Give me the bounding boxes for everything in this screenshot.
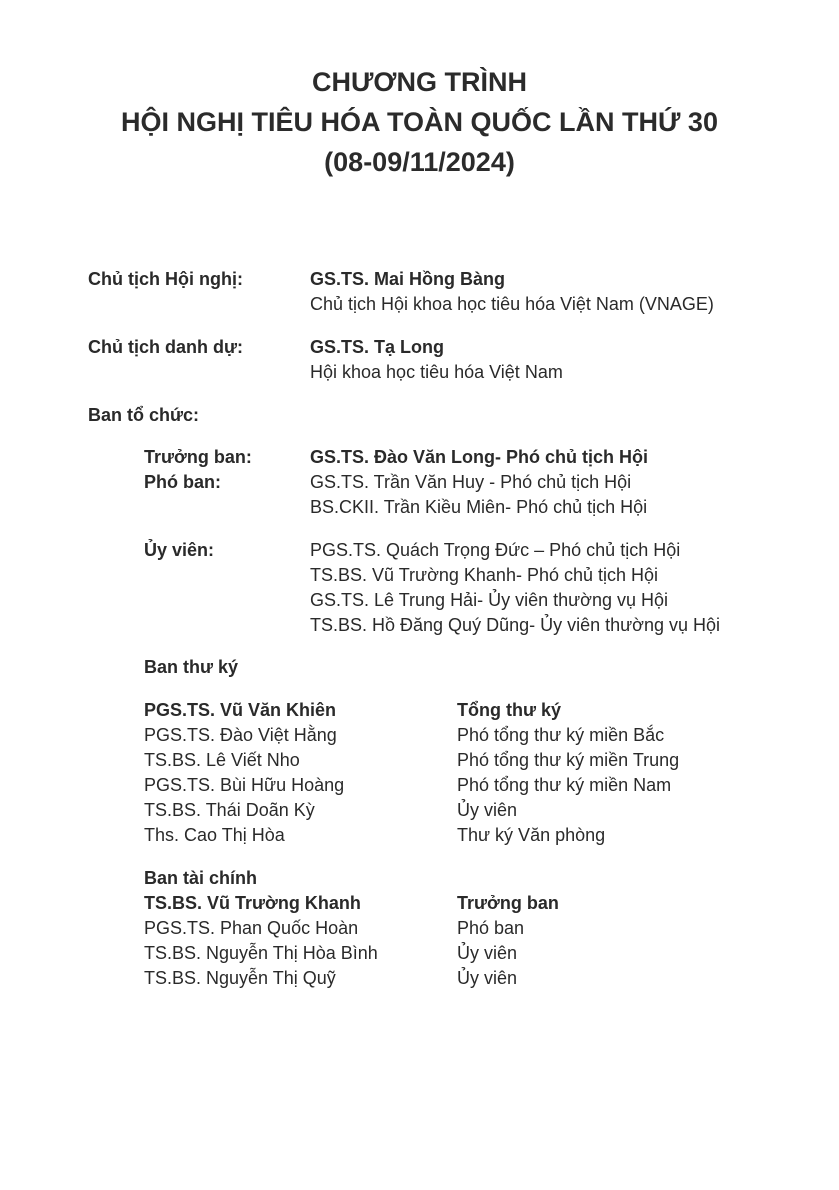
secretariat-role: Phó tổng thư ký miền Nam xyxy=(457,775,672,795)
finance-role: Ủy viên xyxy=(457,968,518,988)
organizing-member: GS.TS. Lê Trung Hải- Ủy viên thường vụ Hội xyxy=(310,590,668,610)
organizing-head: GS.TS. Đào Văn Long- Phó chủ tịch Hội xyxy=(310,447,649,467)
title-line-2: HỘI NGHỊ TIÊU HÓA TOÀN QUỐC LẦN THỨ 30 xyxy=(121,107,718,137)
secretariat-name: PGS.TS. Bùi Hữu Hoàng xyxy=(144,775,345,795)
organizing-members-label: Ủy viên: xyxy=(144,540,215,560)
finance-role: Trưởng ban xyxy=(457,893,559,913)
organizing-deputy: BS.CKII. Trần Kiều Miên- Phó chủ tịch Hội xyxy=(310,497,648,517)
finance-role: Ủy viên xyxy=(457,943,518,963)
secretariat-name: PGS.TS. Vũ Văn Khiên xyxy=(144,700,337,720)
organizing-head-label: Trưởng ban: xyxy=(144,447,252,467)
finance-label: Ban tài chính xyxy=(144,868,258,888)
finance-name: TS.BS. Vũ Trường Khanh xyxy=(144,893,361,913)
secretariat-name: PGS.TS. Đào Việt Hằng xyxy=(144,725,337,745)
chair-name: GS.TS. Mai Hồng Bàng xyxy=(310,269,506,289)
honorary-name: GS.TS. Tạ Long xyxy=(310,337,444,357)
document-title xyxy=(0,62,839,182)
finance-name: TS.BS. Nguyễn Thị Quỹ xyxy=(144,968,336,988)
secretariat-role: Phó tổng thư ký miền Trung xyxy=(457,750,680,770)
secretariat-name: TS.BS. Lê Viết Nho xyxy=(144,750,300,770)
title-line-1: CHƯƠNG TRÌNH xyxy=(312,67,527,97)
secretariat-role: Thư ký Văn phòng xyxy=(457,825,606,845)
chair-role: Chủ tịch Hội khoa học tiêu hóa Việt Nam (VNAGE) xyxy=(310,294,714,314)
organizing-label: Ban tổ chức: xyxy=(88,405,200,425)
finance-role: Phó ban xyxy=(457,918,525,938)
organizing-member: TS.BS. Vũ Trường Khanh- Phó chủ tịch Hội xyxy=(310,565,659,585)
finance-name: PGS.TS. Phan Quốc Hoàn xyxy=(144,918,359,938)
chair-label: Chủ tịch Hội nghị: xyxy=(88,269,243,289)
secretariat-label: Ban thư ký xyxy=(144,657,239,677)
organizing-member: TS.BS. Hồ Đăng Quý Dũng- Ủy viên thường vụ Hội xyxy=(310,615,721,635)
secretariat-name: TS.BS. Thái Doãn Kỳ xyxy=(144,800,315,820)
finance-name: TS.BS. Nguyễn Thị Hòa Bình xyxy=(144,943,378,963)
organizing-deputy: GS.TS. Trần Văn Huy - Phó chủ tịch Hội xyxy=(310,472,632,492)
honorary-label: Chủ tịch danh dự: xyxy=(88,337,244,357)
secretariat-role: Phó tổng thư ký miền Bắc xyxy=(457,725,665,745)
secretariat-role: Tổng thư ký xyxy=(457,700,562,720)
honorary-role: Hội khoa học tiêu hóa Việt Nam xyxy=(310,362,563,382)
organizing-member: PGS.TS. Quách Trọng Đức – Phó chủ tịch Hội xyxy=(310,540,681,560)
organizing-deputy-label: Phó ban: xyxy=(144,472,221,492)
secretariat-role: Ủy viên xyxy=(457,800,518,820)
secretariat-name: Ths. Cao Thị Hòa xyxy=(144,825,285,845)
title-line-3: (08-09/11/2024) xyxy=(324,147,515,177)
